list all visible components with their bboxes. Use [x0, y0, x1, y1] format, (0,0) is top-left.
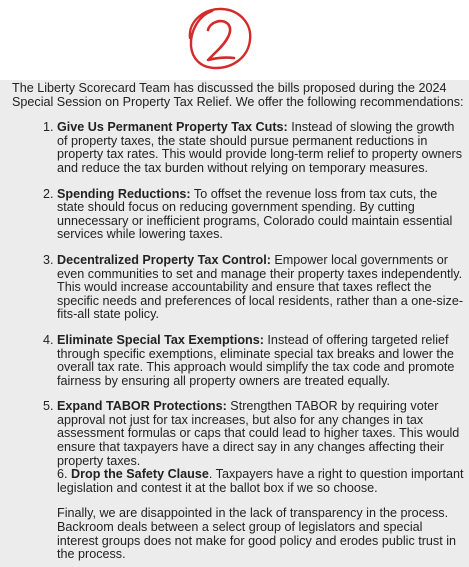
- recommendation-title: Spending Reductions:: [57, 186, 191, 201]
- recommendation-item: [57, 400, 464, 468]
- recommendation-item: [57, 121, 464, 175]
- recommendation-body: To offset the revenue loss from tax cuts, the state should focus on reducing government spending. By cutting unnecessary or inefficient programs, Colorado could maintain essential services while lowering taxes.: [57, 186, 453, 242]
- recommendation-item: [57, 188, 464, 242]
- item6-title: Drop the Safety Clause: [71, 467, 209, 482]
- recommendation-title: Eliminate Special Tax Exemptions:: [57, 332, 264, 347]
- recommendations-list: [12, 121, 464, 468]
- item6-number: 6.: [57, 467, 72, 482]
- recommendation-body: Strengthen TABOR by requiring voter approval not just for tax increases, but also for any changes in tax assessment formulas or caps that could lead to higher taxes. This would ensure that taxpayers have a direct say in any changes affecting their property taxes.: [57, 399, 460, 468]
- recommendation-body: Instead of slowing the growth of property taxes, the state should pursue permanent reductions in property tax rates. This would provide long-term relief to property owners and reduce the tax burden without relying on temporary measures.: [57, 120, 463, 175]
- recommendation-body: Empower local governments or even communities to set and manage their property taxes independently. This would increase accountability and ensure that taxes reflect the specific needs and preferences of local residents, rather than a one-size-fits-all state policy.: [57, 252, 464, 322]
- document-body: [12, 82, 464, 562]
- recommendation-title: Decentralized Property Tax Control:: [57, 252, 271, 267]
- recommendation-body: Instead of offering targeted relief through specific exemptions, eliminate special tax breaks and lower the overall tax rate. This approach would simplify the tax code and promote fairness by ensuring all property owners are treated equally.: [57, 332, 455, 388]
- recommendation-item: [57, 254, 464, 322]
- recommendation-item-6: [57, 468, 464, 495]
- recommendation-item: [57, 334, 464, 388]
- item6-body: . Taxpayers have a right to question important legislation and contest it at the ballot box if we so choose.: [57, 467, 464, 495]
- closing-paragraph: Finally, we are disappointed in the lack of transparency in the process. Backroom deals between a select group of legislators and special interest groups does not make for good policy and erodes public trust in the process.: [57, 506, 457, 562]
- handwritten-number-annotation: [178, 2, 258, 74]
- intro-paragraph: The Liberty Scorecard Team has discussed the bills proposed during the 2024 Special Session on Property Tax Relief. We offer the following recommendations:: [12, 81, 464, 109]
- recommendation-title: Expand TABOR Protections:: [57, 399, 227, 414]
- recommendation-title: Give Us Permanent Property Tax Cuts:: [57, 120, 288, 135]
